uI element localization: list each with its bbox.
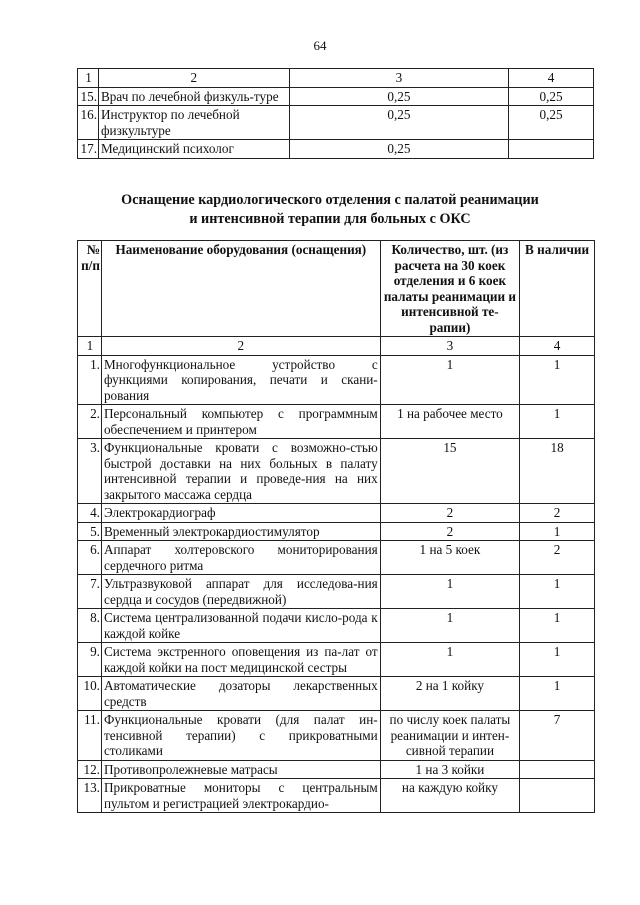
row-available: 2 bbox=[520, 504, 595, 523]
row-name: Врач по лечебной физкуль-туре bbox=[98, 87, 289, 106]
cell-index-2: 2 bbox=[101, 337, 380, 356]
row-quantity: 1 bbox=[380, 609, 519, 643]
table-row bbox=[78, 711, 595, 761]
row-number: 4. bbox=[78, 504, 102, 523]
row-number: 1. bbox=[78, 355, 102, 405]
row-name: Система централизованной подачи кисло-рода к каждой койке bbox=[101, 609, 380, 643]
row-quantity: 1 на рабочее место bbox=[380, 405, 519, 439]
row-quantity: 1 на 5 коек bbox=[380, 541, 519, 575]
page-number: 64 bbox=[313, 38, 327, 53]
row-name: Автоматические дозаторы лекарственных средств bbox=[101, 677, 380, 711]
row-number: 5. bbox=[78, 522, 102, 541]
staff-table bbox=[77, 68, 594, 159]
row-quantity: 15 bbox=[380, 439, 519, 504]
row-number: 11. bbox=[78, 711, 102, 761]
row-number: 3. bbox=[78, 439, 102, 504]
table-row bbox=[78, 439, 595, 504]
row-name: Система экстренного оповещения из па-лат от каждой койки на пост медицинской сестры bbox=[101, 643, 380, 677]
row-name: Многофункциональное устройство с функциями копирования, печати и скани-рования bbox=[101, 355, 380, 405]
table-row bbox=[78, 87, 594, 106]
cell-index-4: 4 bbox=[520, 337, 595, 356]
row-quantity: по числу коек палаты реанимации и интен-сивной терапии bbox=[380, 711, 519, 761]
cell-index-1: 1 bbox=[78, 69, 99, 88]
table-row bbox=[78, 541, 595, 575]
row-number: 16. bbox=[78, 106, 99, 140]
row-available: 18 bbox=[520, 439, 595, 504]
row-quantity: 0,25 bbox=[289, 140, 508, 159]
cell-index-4: 4 bbox=[509, 69, 594, 88]
row-quantity: 2 на 1 койку bbox=[380, 677, 519, 711]
row-name: Функциональные кровати с возможно-стью быстрой доставки на них больных в палату интенсивной терапии и проведе-ния на них закрытого массажа сердца bbox=[101, 439, 380, 504]
table-row bbox=[78, 522, 595, 541]
row-quantity: 2 bbox=[380, 522, 519, 541]
row-name: Функциональные кровати (для палат ин-тенсивной терапии) с прикроватными столиками bbox=[101, 711, 380, 761]
row-available: 1 bbox=[520, 575, 595, 609]
row-available: 1 bbox=[520, 643, 595, 677]
row-name: Электрокардиограф bbox=[101, 504, 380, 523]
equipment-table bbox=[77, 240, 595, 813]
row-name: Прикроватные мониторы с центральным пультом и регистрацией электрокардио- bbox=[101, 779, 380, 813]
table-row bbox=[78, 504, 595, 523]
cell-index-2: 2 bbox=[98, 69, 289, 88]
row-number: 2. bbox=[78, 405, 102, 439]
column-index-row bbox=[78, 69, 594, 88]
cell-index-1: 1 bbox=[78, 337, 102, 356]
row-number: 13. bbox=[78, 779, 102, 813]
cell-index-3: 3 bbox=[289, 69, 508, 88]
row-quantity: на каждую койку bbox=[380, 779, 519, 813]
header-available: В наличии bbox=[520, 241, 595, 337]
row-quantity: 1 bbox=[380, 355, 519, 405]
row-available: 1 bbox=[520, 609, 595, 643]
row-available: 1 bbox=[520, 355, 595, 405]
table-row bbox=[78, 106, 594, 140]
row-available bbox=[520, 760, 595, 779]
row-number: 15. bbox=[78, 87, 99, 106]
table-row bbox=[78, 405, 595, 439]
row-available bbox=[509, 140, 594, 159]
table-row bbox=[78, 609, 595, 643]
row-available: 2 bbox=[520, 541, 595, 575]
table-row bbox=[78, 779, 595, 813]
row-name: Противопролежневые матрасы bbox=[101, 760, 380, 779]
table-row bbox=[78, 643, 595, 677]
heading-line-1: Оснащение кардиологического отделения с палатой реанимации bbox=[121, 192, 539, 208]
header-quantity: Количество, шт. (из расчета на 30 коек отделения и 6 коек палаты реанимации и интенсивной те-рапии) bbox=[380, 241, 519, 337]
row-available: 0,25 bbox=[509, 106, 594, 140]
row-name: Инструктор по лечебной физкультуре bbox=[98, 106, 289, 140]
section-heading bbox=[60, 191, 600, 229]
row-quantity: 0,25 bbox=[289, 106, 508, 140]
row-available: 0,25 bbox=[509, 87, 594, 106]
row-number: 9. bbox=[78, 643, 102, 677]
row-name: Персональный компьютер с программным обеспечением и принтером bbox=[101, 405, 380, 439]
row-number: 8. bbox=[78, 609, 102, 643]
column-index-row bbox=[78, 337, 595, 356]
row-available: 1 bbox=[520, 522, 595, 541]
cell-index-3: 3 bbox=[380, 337, 519, 356]
row-available: 1 bbox=[520, 677, 595, 711]
row-quantity: 1 на 3 койки bbox=[380, 760, 519, 779]
header-name: Наименование оборудования (оснащения) bbox=[101, 241, 380, 337]
heading-line-2: и интенсивной терапии для больных с ОКС bbox=[189, 211, 471, 227]
row-name: Ультразвуковой аппарат для исследова-ния сердца и сосудов (передвижной) bbox=[101, 575, 380, 609]
table-row bbox=[78, 355, 595, 405]
row-available: 7 bbox=[520, 711, 595, 761]
header-row bbox=[78, 241, 595, 337]
row-number: 12. bbox=[78, 760, 102, 779]
row-number: 10. bbox=[78, 677, 102, 711]
row-number: 7. bbox=[78, 575, 102, 609]
row-name: Медицинский психолог bbox=[98, 140, 289, 159]
row-quantity: 2 bbox=[380, 504, 519, 523]
header-number: № п/п bbox=[78, 241, 102, 337]
row-quantity: 1 bbox=[380, 643, 519, 677]
row-name: Аппарат холтеровского мониторирования сердечного ритма bbox=[101, 541, 380, 575]
table-row bbox=[78, 760, 595, 779]
row-quantity: 1 bbox=[380, 575, 519, 609]
row-quantity: 0,25 bbox=[289, 87, 508, 106]
row-available: 1 bbox=[520, 405, 595, 439]
row-number: 17. bbox=[78, 140, 99, 159]
table-row bbox=[78, 140, 594, 159]
row-name: Временный электрокардиостимулятор bbox=[101, 522, 380, 541]
table-row bbox=[78, 677, 595, 711]
row-number: 6. bbox=[78, 541, 102, 575]
table-row bbox=[78, 575, 595, 609]
row-available bbox=[520, 779, 595, 813]
